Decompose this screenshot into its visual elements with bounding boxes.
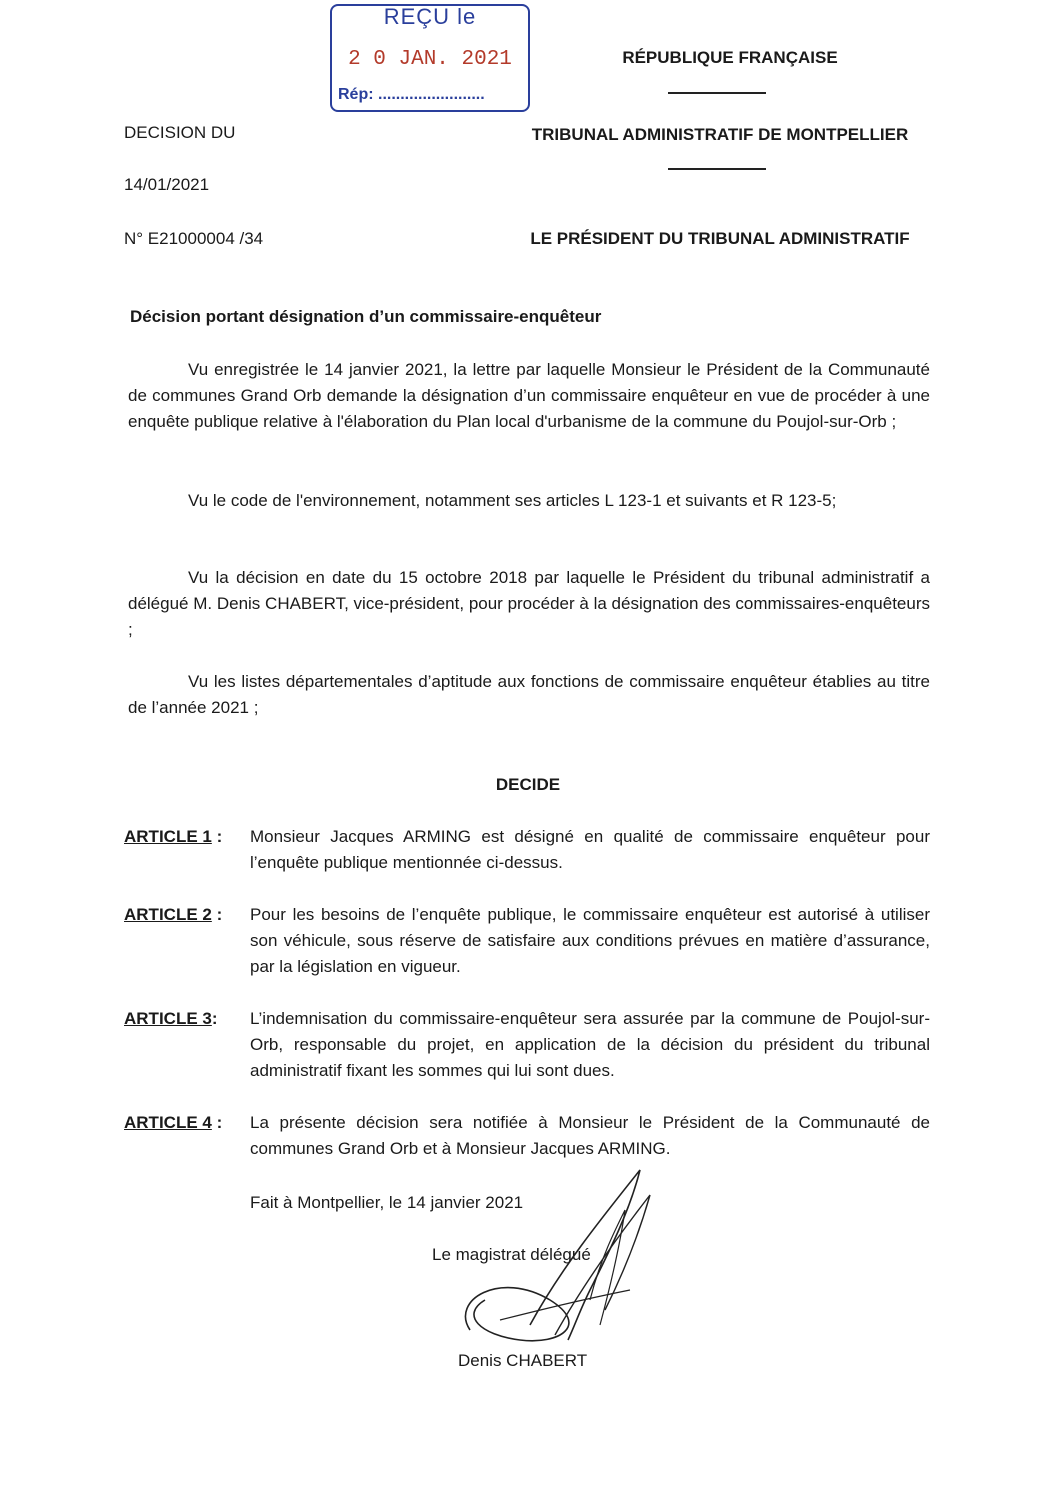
decision-title: Décision portant désignation d’un commissaire-enquêteur [130,307,602,326]
article-text: La présente décision sera notifiée à Monsieur le Président de la Communauté de communes Grand Orb et à Monsieur Jacques ARMING. [250,1113,930,1158]
divider [668,168,766,170]
handwritten-signature [440,1150,680,1360]
article-sep: : [211,827,223,846]
tribunal-heading: TRIBUNAL ADMINISTRATIF DE MONTPELLIER [531,125,909,144]
stamp-date: 2 0 JAN. 2021 [348,48,512,71]
divider [668,92,766,94]
article-sep: : [211,1009,218,1028]
article-label [124,902,222,928]
signatory-role: Le magistrat délégué [432,1245,591,1264]
article-text: Pour les besoins de l’enquête publique, le commissaire enquêteur est autorisé à utiliser son véhicule, sous réserve de satisfaire aux conditions prévues en matière d’assurance, par la législation en vigueur. [250,905,930,976]
place-date: Fait à Montpellier, le 14 janvier 2021 [250,1193,524,1212]
stamp-title: REÇU le [383,4,477,29]
consideration-paragraph: Vu le code de l'environnement, notamment ses articles L 123-1 et suivants et R 123-5; [188,491,837,510]
stamp-rep: Rép: ........................ [338,86,485,103]
article-label [124,824,222,850]
article-sep: : [211,905,223,924]
article-sep: : [211,1113,223,1132]
consideration-paragraph: Vu la décision en date du 15 octobre 2018 par laquelle le Président du tribunal administratif a délégué M. Denis CHABERT, vice-président, pour procéder à la désignation des commissaires-enquêteurs ; [128,568,930,639]
article-text: L’indemnisation du commissaire-enquêteur sera assurée par la commune de Poujol-sur-Orb, responsable du projet, en application de la décision du président du tribunal administratif fixant les sommes qui lui sont dues. [250,1009,930,1080]
consideration-paragraph: Vu enregistrée le 14 janvier 2021, la lettre par laquelle Monsieur le Président de la Communauté de communes Grand Orb demande la désignation d’un commissaire enquêteur en vue de procéder à une enquête publique relative à l'élaboration du Plan local d'urbanisme de la commune du Poujol-sur-Orb ; [128,360,930,431]
article-text: Monsieur Jacques ARMING est désigné en qualité de commissaire enquêteur pour l’enquête publique mentionnée ci-dessus. [250,827,930,872]
signatory-name: Denis CHABERT [458,1351,588,1370]
republic-heading: RÉPUBLIQUE FRANÇAISE [622,48,838,67]
article-label-text: ARTICLE 1 [124,827,212,846]
received-stamp [330,4,530,112]
decision-number: N° E21000004 /34 [124,229,264,248]
decision-du-label: DECISION DU [124,123,236,142]
article-label [124,1110,222,1136]
article-label [124,1006,218,1032]
article-label-text: ARTICLE 3 [124,1009,212,1028]
article-label-text: ARTICLE 4 [124,1113,212,1132]
president-heading: LE PRÉSIDENT DU TRIBUNAL ADMINISTRATIF [530,229,910,248]
decide-heading: DECIDE [495,775,561,794]
article-label-text: ARTICLE 2 [124,905,212,924]
consideration-paragraph: Vu les listes départementales d’aptitude aux fonctions de commissaire enquêteur établies au titre de l’année 2021 ; [128,672,930,717]
decision-date: 14/01/2021 [124,175,210,194]
